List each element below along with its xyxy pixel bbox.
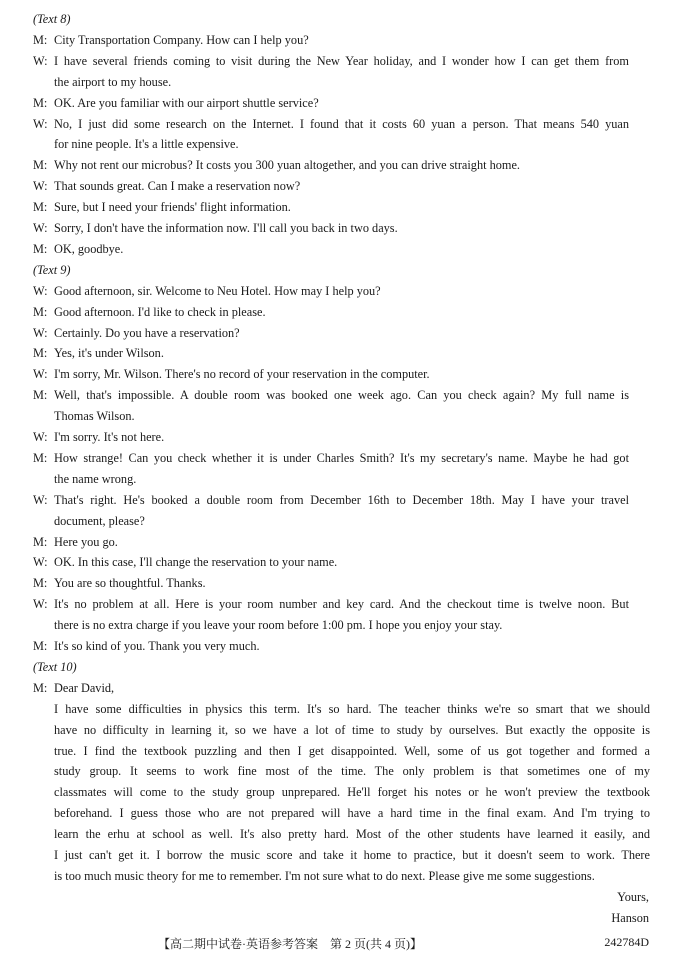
dialogue-line [33, 305, 266, 320]
speaker-label: W: [33, 492, 48, 507]
dialogue-text: That sounds great. Can I make a reservation now? [54, 179, 301, 194]
dialogue-text: How strange! Can you check whether it is under Charles Smith? It's my secretary's name. Maybe he had got [54, 450, 629, 465]
dialogue-line [33, 54, 629, 69]
letter-closing: Yours, [617, 889, 649, 904]
dialogue-text: Good afternoon, sir. Welcome to Neu Hotel. How may I help you? [54, 283, 381, 298]
dialogue-text: I'm sorry, Mr. Wilson. There's no record of your reservation in the computer. [54, 367, 430, 382]
dialogue-text: It's so kind of you. Thank you very much. [54, 639, 260, 653]
dialogue-text: I have several friends coming to visit during the New Year holiday, and I wonder how I can get them from [54, 53, 629, 68]
letter-body-line: I have some difficulties in physics this term. It's so hard. The teacher thinks we're so smart that we should [54, 701, 650, 716]
letter-body-line: is too much music theory for me to remember. I'm not sure what to do next. Please give me some suggestions. [54, 868, 595, 883]
dialogue-text: Why not rent our microbus? It costs you 300 yuan altogether, and you can drive straight home. [54, 158, 520, 173]
dialogue-line [54, 409, 135, 424]
speaker-label: W: [33, 430, 48, 444]
dialogue-text: No, I just did some research on the Internet. I found that it costs 60 yuan a person. That means 540 yuan [54, 116, 629, 131]
speaker-label: M: [33, 32, 48, 47]
dialogue-text: the airport to my house. [54, 74, 172, 89]
speaker-label: M: [33, 576, 48, 591]
dialogue-line [33, 221, 398, 236]
dialogue-line [54, 75, 171, 90]
dialogue-text: the name wrong. [54, 471, 137, 486]
dialogue-line [54, 472, 136, 487]
letter-body-line: study group. It seems to work fine most of the time. The only problem is that sometimes one of my [54, 764, 650, 779]
dialogue-line [33, 576, 206, 591]
dialogue-line [33, 451, 629, 466]
letter-body-line: true. I find the textbook puzzling and then I get disappointed. Well, some of us got together and formed a [54, 743, 650, 758]
dialogue-line [33, 493, 629, 508]
speaker-label: M: [33, 200, 48, 215]
dialogue-text: City Transportation Company. How can I help you? [54, 32, 309, 47]
letter-body-line: have no difficulty in learning it, so we have a lot of time to study by ourselves. But exactly the opposite is [54, 722, 650, 737]
dialogue-line [33, 346, 164, 361]
dialogue-line [33, 33, 309, 48]
dialogue-text: Thomas Wilson. [54, 409, 135, 424]
speaker-label: M: [33, 450, 48, 465]
dialogue-line [33, 242, 123, 257]
dialogue-text: Yes, it's under Wilson. [54, 346, 164, 361]
speaker-label: M: [33, 158, 48, 173]
dialogue-line [33, 388, 629, 403]
dialogue-line [54, 137, 239, 152]
speaker-label: W: [33, 555, 48, 570]
letter-body-line: I just can't get it. I borrow the music score and take it home to practice, but it doesn't seem to work. There [54, 848, 650, 862]
dialogue-line [33, 681, 114, 696]
speaker-label: W: [33, 179, 48, 194]
section-heading-text8: (Text 8) [33, 12, 71, 26]
dialogue-text: OK, goodbye. [54, 241, 124, 256]
dialogue-text: That's right. He's booked a double room from December 16th to December 18th. May I have your travel [54, 492, 629, 507]
dialogue-text: document, please? [54, 513, 145, 528]
dialogue-line [33, 326, 240, 341]
speaker-label: W: [33, 116, 48, 131]
dialogue-text: OK. Are you familiar with our airport shuttle service? [54, 95, 319, 110]
speaker-label: W: [33, 367, 48, 382]
dialogue-line [33, 179, 300, 194]
dialogue-line [54, 514, 145, 529]
dialogue-text: Well, that's impossible. A double room was booked one week ago. Can you check again? My full name is [54, 388, 629, 403]
letter-body-line: beforehand. I guess those who are not prepared will have a hard time in the final exam. And I'm trying to [54, 806, 650, 821]
dialogue-text: Certainly. Do you have a reservation? [54, 325, 240, 340]
speaker-label: M: [33, 304, 48, 319]
dialogue-line [33, 200, 291, 215]
letter-signature: Hanson [611, 910, 649, 925]
dialogue-text: there is no extra charge if you leave your room before 1:00 pm. I hope you enjoy your stay. [54, 618, 503, 633]
dialogue-text: Here you go. [54, 534, 118, 549]
section-heading-text9: (Text 9) [33, 262, 71, 277]
dialogue-text: Sorry, I don't have the information now. I'll call you back in two days. [54, 221, 398, 235]
footer-title: 【高二期中试卷·英语参考答案 第 2 页(共 4 页)】 [158, 937, 422, 951]
speaker-label: M: [33, 534, 48, 549]
dialogue-line [33, 555, 337, 570]
speaker-label: M: [33, 388, 48, 403]
dialogue-text: You are so thoughtful. Thanks. [54, 576, 206, 591]
footer-code: 242784D [604, 935, 649, 949]
dialogue-text: Sure, but I need your friends' flight information. [54, 200, 291, 215]
dialogue-line [33, 430, 164, 445]
dialogue-text: for nine people. It's a little expensive. [54, 137, 239, 152]
speaker-label: M: [33, 95, 48, 110]
dialogue-text: Dear David, [54, 680, 115, 695]
dialogue-line [54, 618, 502, 633]
speaker-label: W: [33, 597, 48, 612]
dialogue-line [33, 597, 629, 612]
dialogue-line [33, 639, 260, 654]
dialogue-line [33, 96, 319, 111]
dialogue-text: It's no problem at all. Here is your room number and key card. And the checkout time is twelve noon. But [54, 597, 629, 612]
letter-body-line: classmates will come to the study group unprepared. He'll forget his notes or he won't preview the textbook [54, 785, 650, 800]
speaker-label: W: [33, 221, 48, 235]
speaker-label: M: [33, 639, 48, 653]
dialogue-line [33, 117, 629, 132]
speaker-label: M: [33, 680, 48, 695]
dialogue-line [33, 284, 381, 299]
letter-body-line: learn the erhu at school as well. It's also pretty hard. Most of the other students have learned it easily, and [54, 827, 650, 842]
dialogue-text: I'm sorry. It's not here. [54, 430, 165, 444]
dialogue-line [33, 535, 118, 550]
dialogue-line [33, 367, 430, 382]
section-heading-text10: (Text 10) [33, 659, 77, 674]
speaker-label: M: [33, 346, 48, 361]
dialogue-text: Good afternoon. I'd like to check in please. [54, 304, 266, 319]
speaker-label: M: [33, 241, 48, 256]
speaker-label: W: [33, 53, 48, 68]
dialogue-text: OK. In this case, I'll change the reservation to your name. [54, 555, 338, 570]
speaker-label: W: [33, 283, 48, 298]
dialogue-line [33, 158, 520, 173]
speaker-label: W: [33, 325, 48, 340]
